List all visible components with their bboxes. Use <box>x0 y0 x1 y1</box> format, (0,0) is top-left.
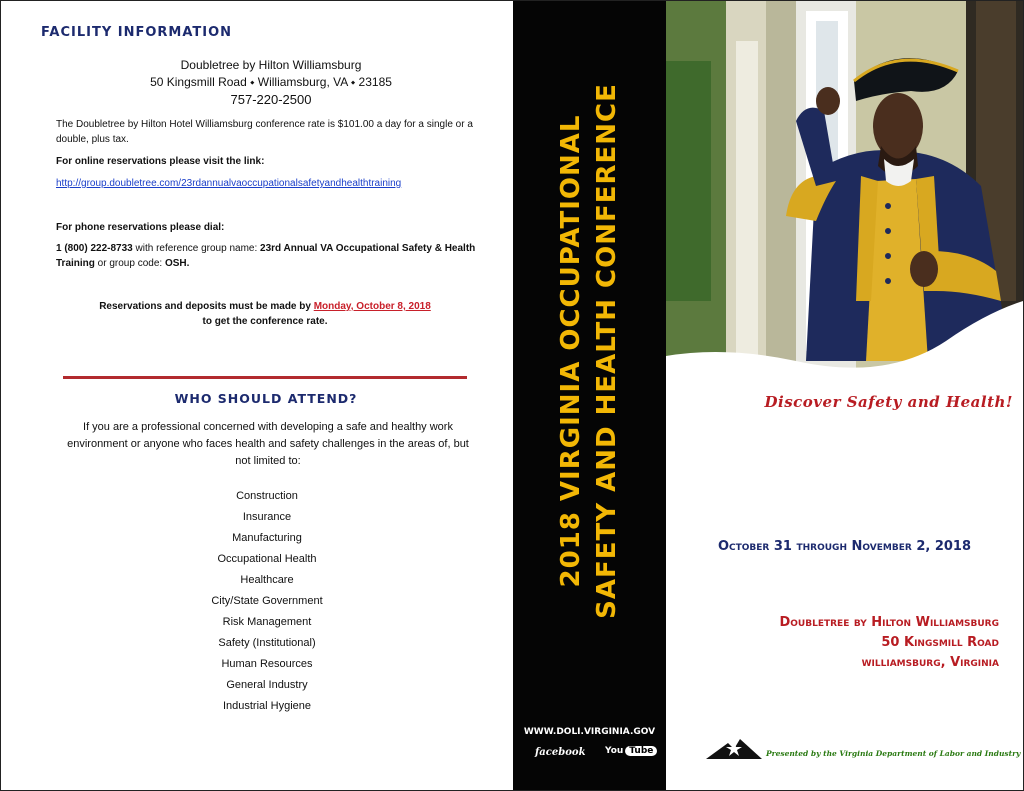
list-item: General Industry <box>226 679 308 691</box>
deadline-date: Monday, October 8, 2018 <box>313 301 431 312</box>
venue-street: 50 Kingsmill Road <box>881 635 999 650</box>
audience-list <box>167 486 367 717</box>
conference-dates: October 31 through November 2, 2018 <box>717 539 972 554</box>
website-link[interactable]: WWW.DOLI.VIRGINIA.GOV <box>523 727 656 737</box>
title-line-2: SAFETY AND HEALTH CONFERENCE <box>592 83 622 619</box>
hotel-phone: 757-220-2500 <box>230 92 312 107</box>
list-item: Industrial Hygiene <box>222 700 312 712</box>
list-item: Manufacturing <box>232 532 302 544</box>
facebook-icon[interactable]: facebook <box>535 747 586 758</box>
attend-heading: WHO SHOULD ATTEND? <box>174 391 358 406</box>
list-item: Construction <box>236 490 298 502</box>
phone-reservation-text: 1 (800) 222-8733 with reference group name: 23rd Annual VA Occupational Safety & Health Training or group code: OSH. <box>56 243 476 269</box>
doli-logo-icon <box>706 735 762 765</box>
reservation-link[interactable]: http://group.doubletree.com/23rdannualvaoccupationalsafetyandhealthtraining <box>56 178 402 189</box>
deadline-text: Reservations and deposits must be made by Monday, October 8, 2018 to get the conference rate. <box>99 301 431 327</box>
section-divider <box>63 376 467 379</box>
conference-title <box>553 31 625 671</box>
tagline: Discover Safety and Health! <box>764 393 1013 411</box>
presented-by: Presented by the Virginia Department of Labor and Industry <box>766 749 1021 758</box>
attend-intro: If you are a professional concerned with developing a safe and healthy work environment or anyone who faces health and safety challenges in the areas of, but not limited to: <box>67 421 469 467</box>
group-code: OSH. <box>164 258 190 269</box>
facility-panel <box>1 1 513 790</box>
list-item: Safety (Institutional) <box>218 637 316 649</box>
list-item: Human Resources <box>221 658 313 670</box>
hotel-info <box>21 57 521 108</box>
venue-block <box>779 613 999 673</box>
youtube-icon[interactable]: You Tube <box>605 746 657 756</box>
hotel-name: Doubletree by Hilton Williamsburg <box>180 58 362 72</box>
venue-city: williamsburg, Virginia <box>861 655 999 670</box>
list-item: Insurance <box>242 511 292 523</box>
title-line-1: 2018 VIRGINIA OCCUPATIONAL <box>556 114 586 588</box>
hotel-address: 50 Kingsmill Road ⬩ Williamsburg, VA ⬩ 23185 <box>150 75 392 89</box>
list-item: Occupational Health <box>217 553 317 565</box>
rate-text: The Doubletree by Hilton Hotel Williamsburg conference rate is $101.00 a day for a single or a double, plus tax. <box>56 119 473 145</box>
online-label: For online reservations please visit the link: <box>56 156 265 167</box>
phone-number: 1 (800) 222-8733 <box>56 243 133 254</box>
phone-label: For phone reservations please dial: <box>56 222 225 233</box>
venue-name: Doubletree by Hilton Williamsburg <box>779 615 999 630</box>
cover-panel <box>666 1 1023 790</box>
list-item: City/State Government <box>211 595 323 607</box>
facility-heading: FACILITY INFORMATION <box>41 25 233 40</box>
list-item: Healthcare <box>240 574 294 586</box>
colonial-figure-illustration <box>666 1 1023 381</box>
cover-photo <box>666 1 1023 381</box>
group-name: 23rd Annual VA Occupational Safety & Health Training <box>56 243 476 269</box>
spine-panel <box>513 1 666 790</box>
list-item: Risk Management <box>222 616 312 628</box>
